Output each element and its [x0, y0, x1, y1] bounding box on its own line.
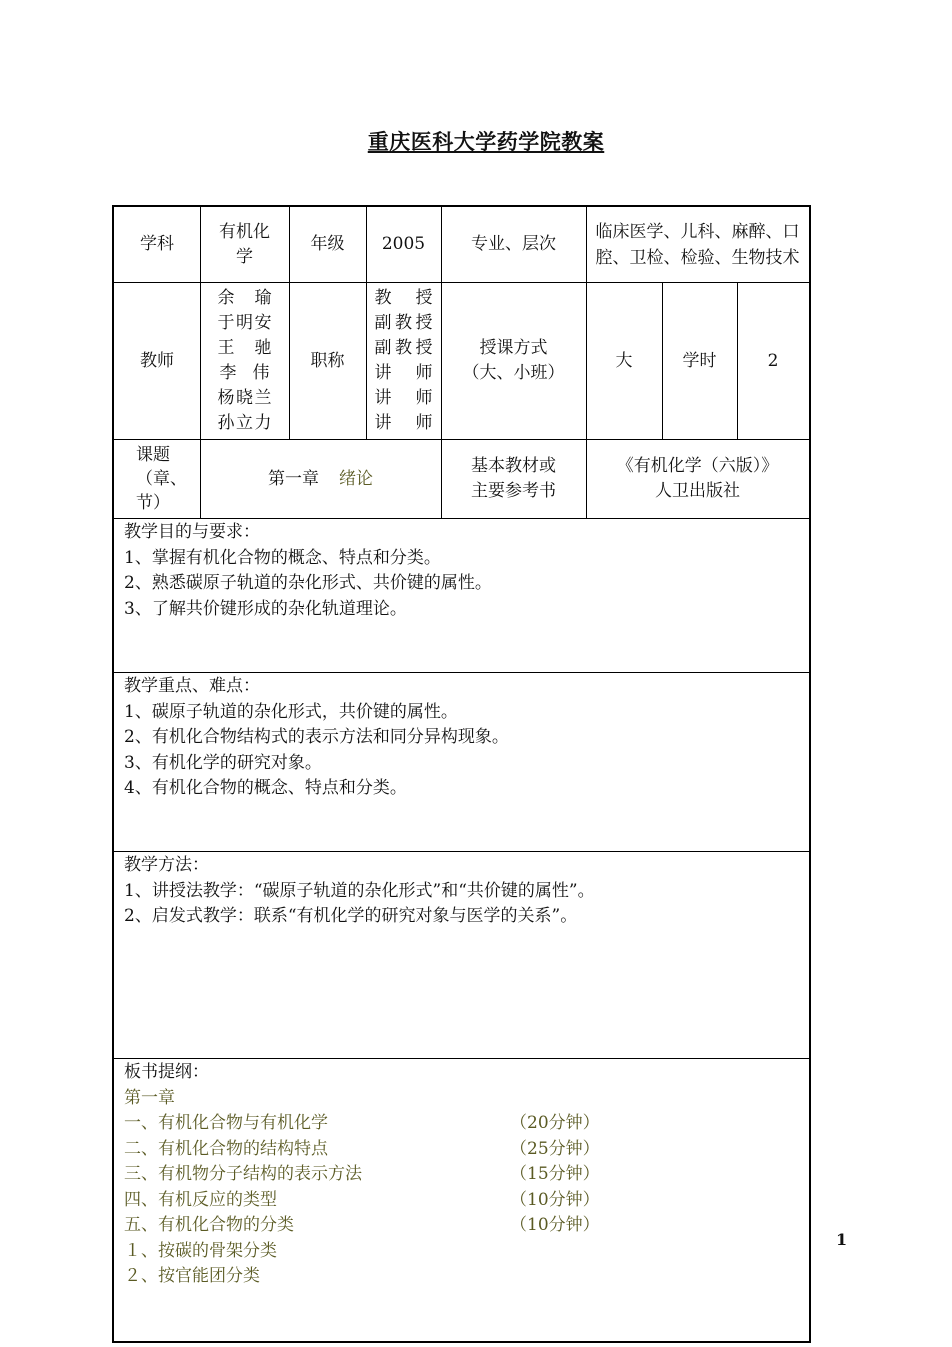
- lesson-plan-table: [112, 205, 811, 1343]
- academic-title: 教 授: [374, 288, 433, 308]
- outline-heading: 板书提纲：: [124, 1062, 209, 1082]
- outline-item-text: 一、有机化合物与有机化学: [124, 1113, 328, 1133]
- objectives-heading: 教学目的与要求：: [124, 522, 260, 542]
- method-label: [441, 283, 586, 439]
- academic-title: 副教授: [374, 313, 433, 333]
- hours-label: 学时: [682, 350, 717, 371]
- textbook-publisher: 人卫出版社: [655, 481, 740, 501]
- methods-heading: 教学方法：: [124, 855, 209, 875]
- major-value-text: 临床医学、儿科、麻醉、口腔、卫检、检验、生物技术: [595, 221, 800, 268]
- teacher-label: 教师: [140, 350, 174, 371]
- major-label: 专业、层次: [471, 234, 556, 254]
- method-label-line1: 授课方式: [479, 338, 548, 358]
- teacher-name: 于明安: [217, 313, 272, 333]
- textbook-label-line1: 基本教材或: [471, 456, 556, 476]
- outline-item-text: 三、有机物分子结构的表示方法: [124, 1164, 362, 1184]
- key-points-section: [124, 674, 509, 802]
- methods-section: [124, 853, 595, 930]
- outline-item-time: （10分钟）: [510, 1215, 600, 1235]
- subject-label: 学科: [140, 234, 174, 254]
- textbook-label-line2: 主要参考书: [471, 481, 556, 501]
- teacher-name: 余 瑜: [217, 288, 272, 308]
- teacher-name: 王 驰: [217, 338, 272, 358]
- titles-label: 职称: [310, 350, 345, 371]
- method-value: 大: [615, 350, 633, 371]
- outline-item: [124, 1111, 600, 1137]
- outline-item: [124, 1213, 600, 1239]
- method-label-line2: （大、小班）: [462, 363, 565, 383]
- academic-title: 讲 师: [374, 363, 433, 383]
- method-item: 1、讲授法教学：“碳原子轨道的杂化形式”和“共价键的属性”。: [124, 880, 595, 901]
- hours-value: 2: [767, 350, 779, 371]
- academic-title: 讲 师: [374, 388, 433, 408]
- textbook-label: [441, 440, 586, 518]
- topic-label-line: 节）: [136, 493, 170, 513]
- row-divider: [114, 518, 809, 519]
- outline-item-time: （25分钟）: [510, 1138, 600, 1159]
- objective-item: 3、了解共价键形成的杂化轨道理论。: [124, 598, 407, 619]
- outline-item: [124, 1162, 600, 1188]
- outline-subitem: ２、按官能团分类: [124, 1266, 260, 1286]
- topic-value: [200, 440, 441, 518]
- topic-label: [114, 440, 200, 518]
- subject-value: [200, 207, 289, 282]
- outline-item-time: （15分钟）: [510, 1164, 600, 1184]
- teacher-list: [200, 283, 289, 439]
- teacher-name: 孙立力: [217, 413, 272, 433]
- grade-value: 2005: [381, 234, 426, 254]
- outline-item: [124, 1137, 600, 1163]
- outline-item-text: 二、有机化合物的结构特点: [124, 1138, 328, 1159]
- outline-item: [124, 1188, 600, 1214]
- titles-list: [366, 283, 441, 439]
- document-title: 重庆医科大学药学院教案: [367, 129, 605, 154]
- topic-chapter: 第一章: [268, 468, 319, 489]
- academic-title: 副教授: [374, 338, 433, 358]
- key-point-item: 1、碳原子轨道的杂化形式，共价键的属性。: [124, 701, 458, 722]
- outline-section: [124, 1060, 600, 1290]
- outline-item-text: 五、有机化合物的分类: [124, 1215, 294, 1235]
- teacher-name: 李 伟: [219, 363, 270, 383]
- row-divider: [114, 672, 809, 673]
- topic-label-line: 课题: [136, 445, 170, 465]
- page-number: 1: [836, 1230, 848, 1249]
- major-value: [586, 207, 809, 282]
- objectives-section: [124, 520, 492, 622]
- subject-value-text: 有机化学: [219, 221, 270, 267]
- key-point-item: 3、有机化学的研究对象。: [124, 752, 322, 773]
- academic-title: 讲 师: [374, 413, 433, 433]
- objective-item: 2、熟悉碳原子轨道的杂化形式、共价键的属性。: [124, 573, 492, 593]
- row-divider: [114, 851, 809, 852]
- outline-chapter: 第一章: [124, 1087, 175, 1108]
- key-points-heading: 教学重点、难点：: [124, 676, 260, 696]
- outline-item-text: 四、有机反应的类型: [124, 1189, 277, 1210]
- row-divider: [114, 1058, 809, 1059]
- topic-label-line: （章、: [136, 469, 187, 489]
- outline-item-time: （20分钟）: [510, 1113, 600, 1133]
- method-item: 2、启发式教学：联系“有机化学的研究对象与医学的关系”。: [124, 906, 578, 926]
- outline-subitem: １、按碳的骨架分类: [124, 1240, 277, 1261]
- textbook-value: [586, 440, 809, 518]
- topic-name: 绪论: [339, 468, 373, 489]
- textbook-title: 《有机化学（六版）》: [616, 456, 779, 476]
- outline-item-time: （10分钟）: [510, 1189, 600, 1210]
- teacher-name: 杨晓兰: [217, 388, 272, 408]
- grade-label: 年级: [310, 234, 345, 254]
- key-point-item: 4、有机化合物的概念、特点和分类。: [124, 778, 407, 798]
- objective-item: 1、掌握有机化合物的概念、特点和分类。: [124, 547, 441, 568]
- key-point-item: 2、有机化合物结构式的表示方法和同分异构现象。: [124, 727, 509, 747]
